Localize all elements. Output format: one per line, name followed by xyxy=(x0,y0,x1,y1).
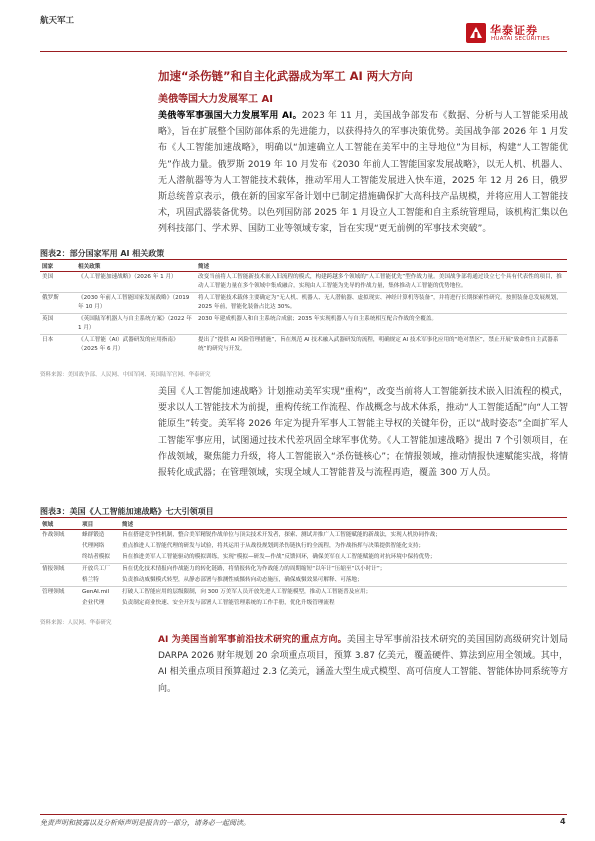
table-row xyxy=(40,272,567,293)
table-header-cell: 简述 xyxy=(120,519,567,530)
table-header-row xyxy=(40,261,567,272)
table-header-cell: 项目 xyxy=(80,519,120,530)
table-cell-summary: 改变当前将人工智能新技术嵌入旧流程的模式，构建跨越多个领域的“人工智能优先”型作战力量。美国战争部将通过设立七个具有代表性的项目，推动人工智能力量在多个领域中集成融合，实现由人工智能为先导的作战力量，集体推动人工智能的优势地位。 xyxy=(196,272,567,293)
brand-logo xyxy=(466,22,566,46)
figure-2-rule xyxy=(40,259,567,260)
table-cell-domain xyxy=(40,552,80,564)
footer-disclaimer: 免责声明和披露以及分析师声明是报告的一部分，请务必一起阅读。 xyxy=(40,819,250,827)
page-number: 4 xyxy=(560,817,566,826)
paragraph-intro-body: 2023 年 11 月，美国战争部发布《数据、分析与人工智能采用战略》，旨在扩展整个国防部体系的先进能力，以获得持久的军事决策优势。美国战争部 2026 年 1 月发布《人工智能加速战略》，明确以“加速确立人工智能在美军中的主导地位”为目标，构建“人工智能优先”作战力量。俄罗斯 2019 年 10 月发布《2030 年前人工智能国家发展战略》，以无人机、机器人、无人潜航器等为人工智能技术载体，推动军用人工智能发展进入快车道，2025 年 12 月 26 日，俄罗斯总统普京表示，俄在新的国家军备计划中已制定措施确保扩大高科技产品规模，并将应用人工智能技术，巩固武器装备优势。以色列国防部 2025 年 1 月设立人工智能和自主系统管理局，该机构汇集以色列科技部门、学术界、国防工业等领域专家，旨在实现“更无前例的军事技术突破”。 xyxy=(158,111,568,235)
table-cell-domain xyxy=(40,598,80,609)
table-row xyxy=(40,530,567,542)
table-cell-policy: 《人工智能（AI）武器研发的应用指南》（2025 年 6 月） xyxy=(78,337,179,352)
figure-2-title: 图表2：部分国家军用 AI 相关政策 xyxy=(40,249,165,258)
table-row xyxy=(40,587,567,599)
table-cell-project: 终结者模拟 xyxy=(80,552,120,564)
table-cell-domain xyxy=(40,575,80,587)
paragraph-strategy: 美国《人工智能加速战略》计划推动美军实现“重构”，改变当前将人工智能新技术嵌入旧流程的模式，要求以人工智能技术为前提，重构传统工作流程、作战概念与战术体系，推动“人工智能适配”向“人工智能原生”转变。美军将 2026 年定为提升军事人工智能主导权的关键年份，正以“战时姿态”全面扩军人工智能军事应用，试图通过技术代差巩固全球军事优势。《人工智能加速战略》提出 7 个引领项目，在作战领域，聚焦能力升级，将人工智能嵌入“杀伤链核心”；在情报领域，推动情报快速赋能实战，将情报转化成武器；在管理领域，实现全域人工智能普及与流程再造，覆盖 300 万人员。 xyxy=(158,387,568,479)
table-header-row xyxy=(40,519,567,530)
paragraph-darpa xyxy=(158,632,568,697)
figure-3-title: 图表3：美国《人工智能加速战略》七大引领项目 xyxy=(40,507,214,516)
table-row xyxy=(40,541,567,552)
footer-divider xyxy=(40,814,567,815)
header-divider xyxy=(40,51,567,52)
table-cell-policy: 《人工智能加速战略》（2026 年 1 月） xyxy=(76,272,196,293)
brand-name-en: HUATAI SECURITIES xyxy=(491,36,550,42)
paragraph-darpa-body: 美国主导军事前沿技术研究的美国国防高级研究计划局 DARPA 2026 财年规划 20 余项重点项目，预算 3.87 亿美元，覆盖硬件、算法到应用全领域。其中，AI 相关重点项目预算超过 2.3 亿美元，涵盖大型生成式模型、高可信度人工智能、智能体协同系统等方向。 xyxy=(158,635,568,694)
table-row xyxy=(40,335,567,356)
table-cell-project: 企业代理 xyxy=(82,600,105,606)
table-cell-summary: 2030 年建成机器人和自主系统合成旅；2035 年实现机器人与自主系统相互配合作战的全覆盖。 xyxy=(196,314,567,335)
table-cell-summary: 提出了“提供 AI 风险管理措施”，旨在规范 AI 技术融入武器研发的流程，明确规定 AI 技术军事化应用的“绝对禁区”，禁止开展“致命性自主武器系统”的研究与开发。 xyxy=(198,337,559,352)
table-cell-summary: 负责推动威慑模式转型，从静态部署与推测性威慑转向动态施压，确保威慑效果可解释、可落地； xyxy=(120,575,567,587)
table-cell-summary: 旨在搭建竞争性机制，整合美军精锐作战单位与顶尖技术开发者，探索、测试并推广人工智能赋能的新战法，实现人机协同作战； xyxy=(122,532,441,538)
table-cell-project: GenAI.mil xyxy=(82,589,110,595)
table-cell-summary: 重点推进人工智能代理的研发与试验，将其运用于从战役规划到杀伤链执行的全流程，为作战指挥与决策提供智能化支持； xyxy=(122,543,425,549)
brand-logo-icon xyxy=(466,23,486,43)
table-row xyxy=(40,552,567,564)
table-header-cell: 领域 xyxy=(40,519,80,530)
paragraph-darpa-lead: AI 为美国当前军事前沿技术研究的重点方向。 xyxy=(158,635,347,645)
paragraph-intro xyxy=(158,108,568,238)
table-cell-project: 开放兵工厂 xyxy=(82,566,110,572)
table-cell-summary: 旨在推进美军人工智能驱动的模拟训练，实现“模拟—研发—作战”反馈回环，确保美军在人工智能赋能的对抗环境中保持优势； xyxy=(120,552,567,564)
section-heading: 加速“杀伤链”和自主化武器成为军工 AI 两大方向 xyxy=(158,69,413,83)
table-cell-summary: 将人工智能技术载体主要确定为“无人机、机器人、无人潜航器、虚拟现实、神经计算机等装备”，并将进行长期探索性研究。按照装备总发展规划，2025 年前，智能化装备占比达 30%。 xyxy=(196,293,567,314)
table-cell-summary: 打破人工智能应用的层级限制，向 300 万美军人员开放先进人工智能模型，推动人工智能普及应用； xyxy=(122,589,372,595)
table-cell-country: 俄罗斯 xyxy=(40,293,76,314)
table-row xyxy=(40,598,567,609)
table-row xyxy=(40,293,567,314)
table-cell-country: 日本 xyxy=(42,337,54,343)
table-cell-domain xyxy=(40,541,80,552)
paragraph-intro-lead: 美俄等军事强国大力发展军用 AI。 xyxy=(158,111,302,121)
table-row xyxy=(40,575,567,587)
section-label: 航天军工 xyxy=(40,16,75,26)
policy-table xyxy=(40,261,567,355)
projects-table xyxy=(40,519,567,609)
figure-2-source: 资料来源：美国战争部、人民网、中国军网、英国陆军官网、华泰研究 xyxy=(40,372,211,378)
figure-3-source: 资料来源：人民网、华泰研究 xyxy=(40,620,112,626)
table-cell-policy: 《英国陆军机器人与自主系统方案》（2022 年 1 月） xyxy=(76,314,196,335)
table-cell-summary: 负责制定商业快速、安全开发与部署人工智能管理系统的工作手册，优化升级管理流程 xyxy=(122,600,335,606)
table-cell-project: 格兰特 xyxy=(80,575,120,587)
table-cell-country: 英国 xyxy=(40,314,76,335)
table-header-cell: 相关政策 xyxy=(76,261,196,272)
figure-3-rule xyxy=(40,517,567,518)
table-cell-domain: 作战领域 xyxy=(42,532,65,538)
table-cell-project: 蜂群锻造 xyxy=(82,532,105,538)
table-cell-domain: 管理领域 xyxy=(42,589,65,595)
table-row xyxy=(40,564,567,576)
table-cell-policy: 《2030 年前人工智能国家发展战略》（2019 年 10 月） xyxy=(76,293,196,314)
table-cell-country: 美国 xyxy=(40,272,76,293)
subsection-heading: 美俄等国大力发展军工 AI xyxy=(158,94,273,105)
table-row xyxy=(40,314,567,335)
table-cell-summary: 旨在优化技术情报向作战能力的转化链路，将情报转化为作战能力的周期缩短“以年计”压缩至“以小时计”； xyxy=(122,566,386,572)
table-cell-project: 代理网络 xyxy=(82,543,105,549)
table-header-cell: 国家 xyxy=(40,261,76,272)
table-cell-domain: 情报领域 xyxy=(42,566,65,572)
table-header-cell: 简述 xyxy=(196,261,567,272)
brand-name: 华泰证券 xyxy=(490,24,538,37)
